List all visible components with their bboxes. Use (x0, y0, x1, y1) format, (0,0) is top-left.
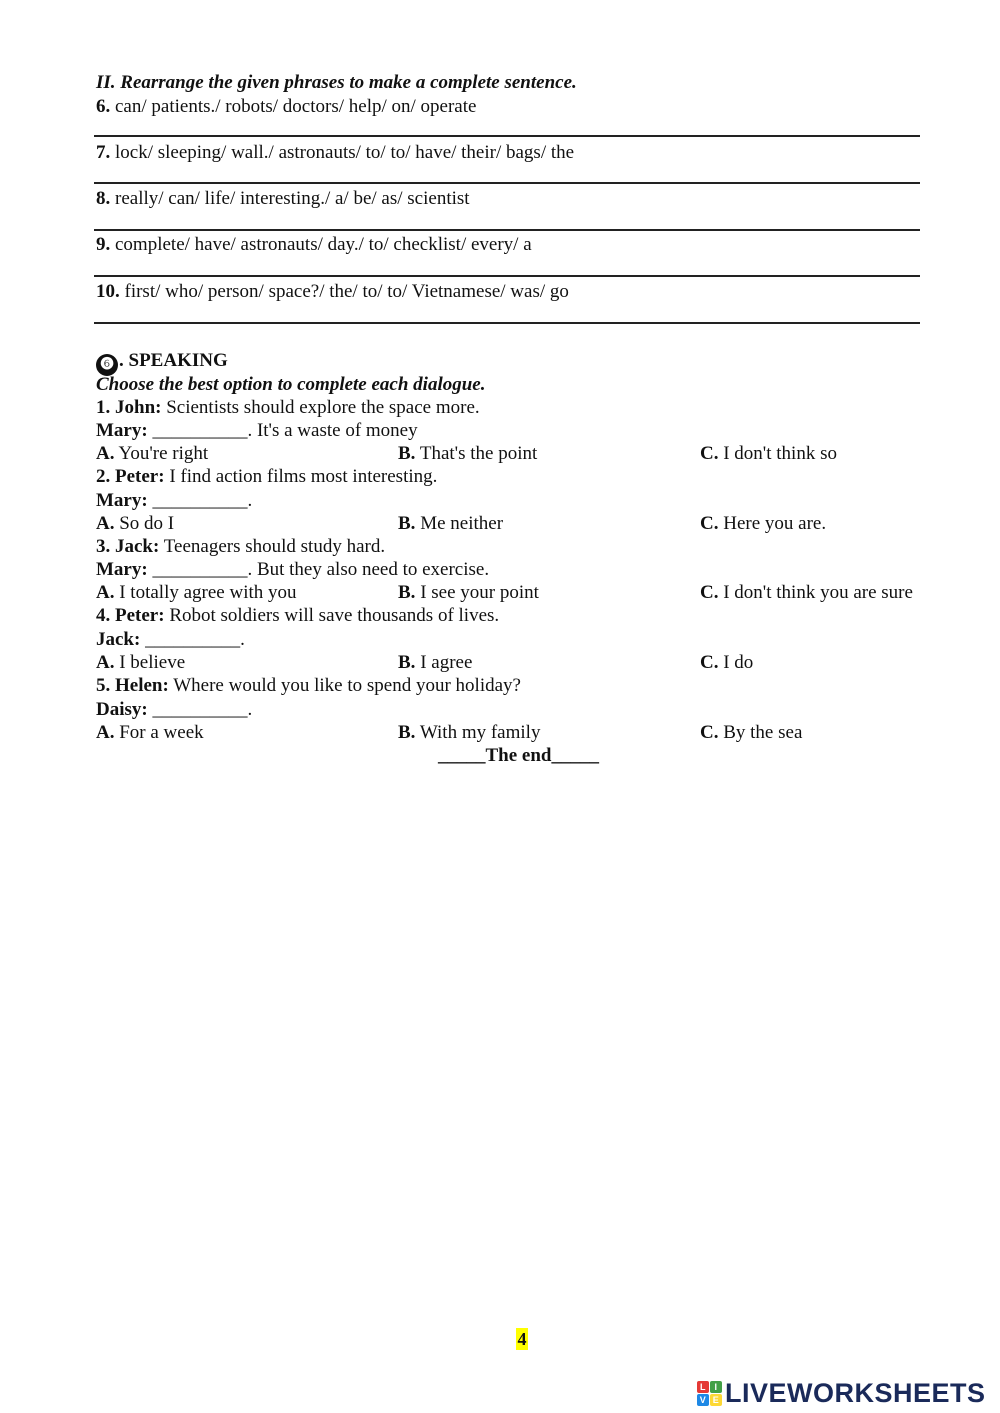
dialogue-line: 1. John: Scientists should explore the space more. (96, 397, 480, 418)
option-c[interactable]: C. I do (700, 652, 754, 673)
number-six-icon: ❻ (96, 354, 118, 376)
item-number: 6. (96, 96, 111, 117)
dialogue-line: Mary: __________. But they also need to exercise. (96, 559, 490, 580)
rearrange-item (96, 234, 532, 256)
option-b[interactable]: B. Me neither (398, 513, 504, 534)
dialogue-line: 4. Peter: Robot soldiers will save thousands of lives. (96, 605, 500, 626)
option-b[interactable]: B. With my family (398, 722, 541, 743)
rearrange-item (96, 96, 476, 118)
option-a[interactable]: A. You're right (96, 443, 209, 464)
end-marker: _____The end_____ (438, 745, 599, 766)
item-number: 9. (96, 234, 111, 255)
item-text: really/ can/ life/ interesting./ a/ be/ as/ scientist (115, 188, 470, 209)
answer-line-6[interactable] (94, 135, 920, 137)
option-b[interactable]: B. I see your point (398, 582, 539, 603)
liveworksheets-logo-icon: L I V E (697, 1381, 722, 1406)
dialogue-line: Jack: __________. (96, 629, 245, 650)
dialogue-line: Mary: __________. (96, 490, 253, 511)
item-number: 8. (96, 188, 111, 209)
rearrange-item (96, 142, 574, 164)
speaking-instruction: Choose the best option to complete each dialogue. (96, 374, 486, 395)
answer-line-8[interactable] (94, 229, 920, 231)
rearrange-heading: II. Rearrange the given phrases to make a complete sentence. (96, 72, 577, 93)
item-text: first/ who/ person/ space?/ the/ to/ to/ Vietnamese/ was/ go (124, 281, 569, 302)
liveworksheets-brand (697, 1378, 986, 1408)
option-a[interactable]: A. For a week (96, 722, 204, 743)
dialogue-line: Mary: __________. It's a waste of money (96, 420, 418, 441)
answer-line-10[interactable] (94, 322, 920, 324)
option-c[interactable]: C. By the sea (700, 722, 803, 743)
item-number: 7. (96, 142, 111, 163)
page-number: 4 (517, 1329, 527, 1349)
option-a[interactable]: A. So do I (96, 513, 175, 534)
option-b[interactable]: B. That's the point (398, 443, 538, 464)
item-number: 10. (96, 281, 120, 302)
option-a[interactable]: A. I totally agree with you (96, 582, 297, 603)
option-a[interactable]: A. I believe (96, 652, 186, 673)
answer-line-9[interactable] (94, 275, 920, 277)
dialogue-line: 2. Peter: I find action films most interesting. (96, 466, 438, 487)
option-c[interactable]: C. Here you are. (700, 513, 827, 534)
rearrange-item (96, 188, 470, 210)
item-text: can/ patients./ robots/ doctors/ help/ on/ operate (115, 96, 477, 117)
option-c[interactable]: C. I don't think so (700, 443, 837, 464)
dialogue-line: 5. Helen: Where would you like to spend your holiday? (96, 675, 521, 696)
item-text: complete/ have/ astronauts/ day./ to/ checklist/ every/ a (115, 234, 532, 255)
rearrange-item (96, 281, 569, 303)
option-c[interactable]: C. I don't think you are sure (700, 582, 913, 603)
answer-line-7[interactable] (94, 182, 920, 184)
speaking-title: ❻ . SPEAKING (96, 350, 228, 376)
brand-name: LIVEWORKSHEETS (725, 1377, 986, 1408)
dialogue-line: 3. Jack: Teenagers should study hard. (96, 536, 386, 557)
option-b[interactable]: B. I agree (398, 652, 473, 673)
dialogue-line: Daisy: __________. (96, 699, 253, 720)
item-text: lock/ sleeping/ wall./ astronauts/ to/ to/ have/ their/ bags/ the (115, 142, 575, 163)
